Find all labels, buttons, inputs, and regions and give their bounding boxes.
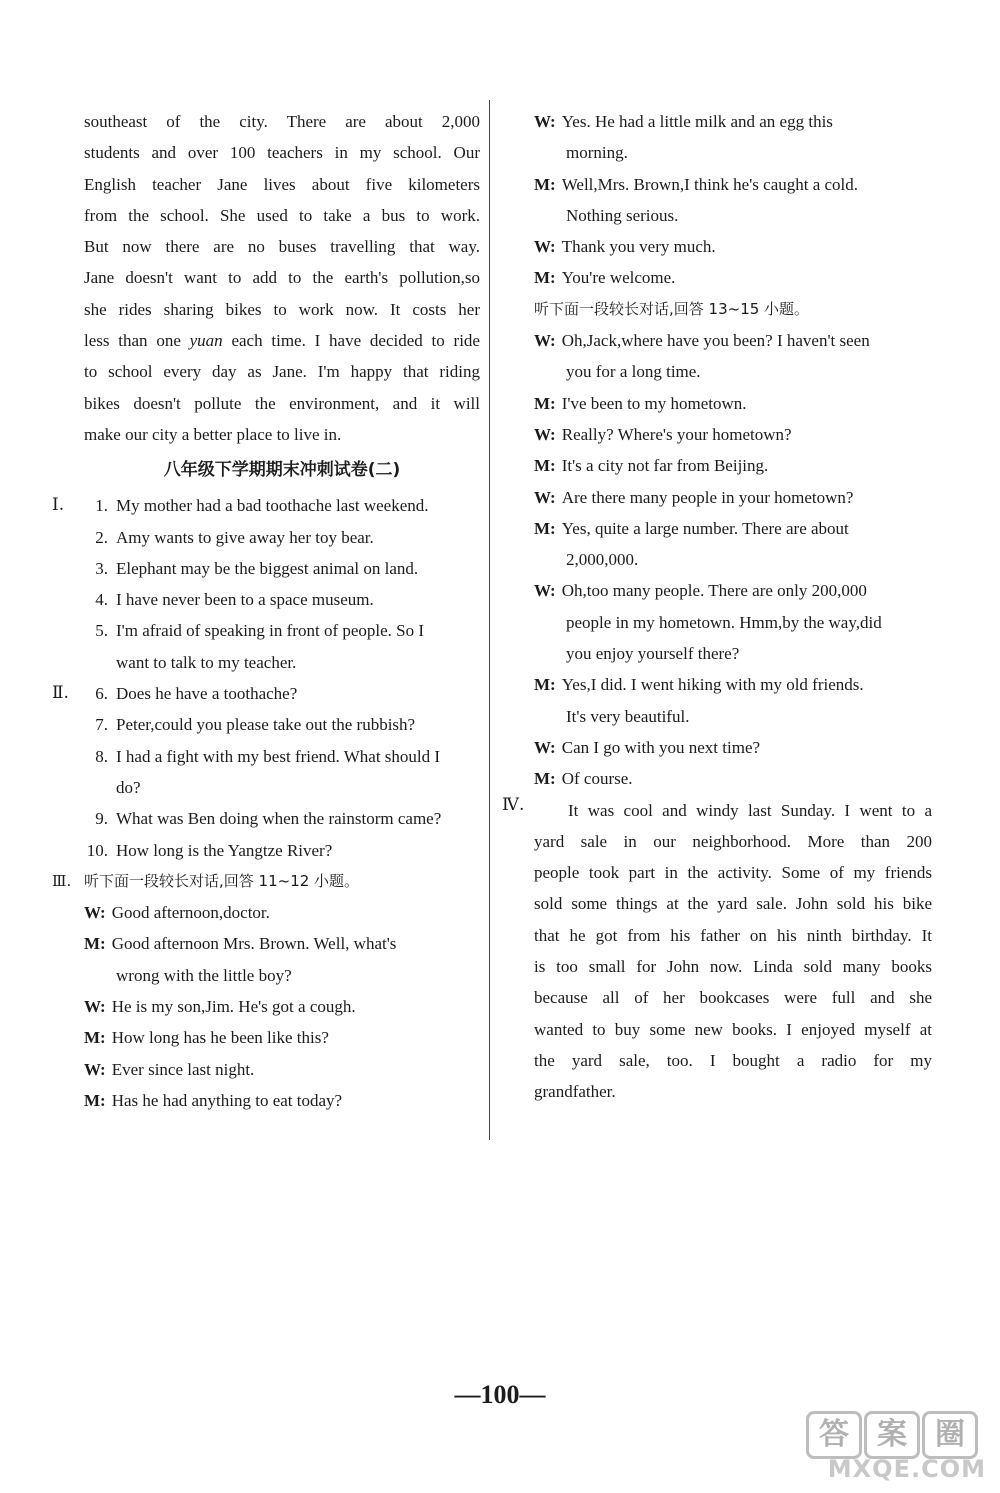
item-number: 7. [95,715,108,735]
page-number: —100— [454,1380,546,1409]
dialogue-text: Can I go with you next time? [561,737,761,757]
paragraph-first-line [502,794,932,826]
dialogue-continuation: Nothing serious. [566,205,679,225]
dialogue-line [534,169,932,200]
paragraph-line: wanted to buy some new books. I enjoyed myself at [534,1019,932,1039]
dialogue-continued [534,106,932,294]
dialogue-text: Yes,I did. I went hiking with my old friends. [561,675,864,695]
section-roman-numeral: Ⅰ. [52,495,65,516]
speaker-label: M: [84,934,106,954]
item-number: 9. [95,809,108,829]
dialogue-text: Good afternoon,doctor. [111,903,270,923]
list-item [52,490,480,521]
list-item [84,584,480,615]
item-text: I have never been to a space museum. [116,590,374,610]
paragraph-line: she rides sharing bikes to work now. It costs her [84,299,480,319]
dialogue-continuation: 2,000,000. [566,550,639,570]
text-run: each time. I have decided to ride [222,331,480,351]
watermark-char: 案 [864,1411,920,1459]
speaker-label: W: [534,424,556,444]
dialogue-line [534,513,932,544]
paragraph-line: is too small for John now. Linda sold many books [534,957,932,977]
item-text: I had a fight with my best friend. What should I [116,746,441,766]
list-item [84,741,480,772]
item-text: What was Ben doing when the rainstorm came? [116,809,442,829]
item-text: My mother had a bad toothache last weekend. [116,496,429,516]
speaker-label: W: [534,331,556,351]
speaker-label: M: [534,268,556,288]
speaker-label: W: [84,903,106,923]
part-2 [52,678,480,866]
dialogue-text: I've been to my hometown. [561,393,747,413]
section-title: 八年级下学期期末冲刺试卷(二) [163,460,401,481]
speaker-label: W: [84,997,106,1017]
right-column [502,106,932,1108]
dialogue-text: Has he had anything to eat today? [111,1090,343,1110]
dialogue-text: Oh,too many people. There are only 200,000 [561,581,867,601]
part-1 [52,490,480,678]
dialogue-continuation: wrong with the little boy? [116,965,292,985]
part-4 [502,794,932,1108]
dialogue-line [534,388,932,419]
dialogue-text: Oh,Jack,where have you been? I haven't seen [561,331,870,351]
dialogue-line [84,1022,480,1053]
paragraph-line: because all of her bookcases were full and she [534,988,932,1008]
dialogue-continuation: you enjoy yourself there? [566,644,740,664]
dialogue-2 [534,325,932,794]
speaker-label: W: [84,1059,106,1079]
instruction-text: 听下面一段较长对话,回答 11~12 小题。 [84,871,360,890]
paragraph-line: yard sale in our neighborhood. More than 200 [534,831,932,851]
list-item [84,709,480,740]
list-item [84,522,480,553]
paragraph-line: English teacher Jane lives about five kilometers [84,174,480,194]
section-roman-numeral: Ⅲ. [52,871,72,890]
list-item [84,835,480,866]
dialogue-text: Yes, quite a large number. There are about [561,518,849,538]
dialogue-line [534,732,932,763]
item-number: 10. [86,840,108,860]
dialogue-line [534,763,932,794]
list-item [84,803,480,834]
dialogue-text: Good afternoon Mrs. Brown. Well, what's [111,934,397,954]
speaker-label: M: [534,769,556,789]
watermark-logo [806,1403,986,1483]
speaker-label: M: [534,456,556,476]
paragraph-line: the yard sale, too. I bought a radio for my [534,1050,932,1070]
list-item [52,678,480,709]
paragraph-line: But now there are no buses travelling that way. [84,237,480,257]
dialogue-line [84,1054,480,1085]
paragraph-line: from the school. She used to take a bus to work. [84,205,480,225]
paragraph-line: make our city a better place to live in. [84,424,342,444]
speaker-label: M: [534,174,556,194]
left-column [52,106,480,1116]
watermark-url: MXQE.COM [827,1455,986,1483]
dialogue-line [84,897,480,928]
dialogue-line [534,669,932,700]
dialogue-line [84,928,480,959]
item-text: Amy wants to give away her toy bear. [116,527,374,547]
paragraph-line: southeast of the city. There are about 2,000 [84,112,480,131]
list-item [84,615,480,646]
item-text: Does he have a toothache? [116,684,298,704]
item-text: How long is the Yangtze River? [116,840,333,860]
speaker-label: M: [534,675,556,695]
section-roman-numeral: Ⅱ. [52,683,69,704]
dialogue-line [534,231,932,262]
item-continuation: do? [116,777,141,797]
list-item [84,553,480,584]
dialogue-line [534,419,932,450]
dialogue-text: It's a city not far from Beijing. [561,456,769,476]
dialogue-line [534,262,932,293]
dialogue-line [534,575,932,606]
dialogue-line [534,482,932,513]
speaker-label: M: [84,1090,106,1110]
dialogue-continuation: It's very beautiful. [566,706,690,726]
item-text: I'm afraid of speaking in front of people. So I [116,621,425,641]
speaker-label: M: [84,1028,106,1048]
text-run: less than one [84,331,190,351]
instruction: 听下面一段较长对话,回答 13~15 小题。 [534,299,810,318]
dialogue-text: Really? Where's your hometown? [561,424,792,444]
paragraph-line: grandfather. [534,1082,616,1102]
watermark-char: 答 [806,1411,862,1459]
item-number: 1. [95,496,108,516]
dialogue-continuation: people in my hometown. Hmm,by the way,did [566,612,882,632]
dialogue-text: Ever since last night. [111,1059,255,1079]
speaker-label: M: [534,393,556,413]
item-number: 6. [95,684,108,704]
paragraph-line: students and over 100 teachers in my school. Our [84,143,480,163]
paragraph-line: It was cool and windy last Sunday. I went to a [568,800,932,820]
item-text: Peter,could you please take out the rubbish? [116,715,416,735]
item-continuation: want to talk to my teacher. [116,652,297,672]
paragraph-line [84,325,480,356]
item-text: Elephant may be the biggest animal on land. [116,558,419,578]
paragraph-line: to school every day as Jane. I'm happy that riding [84,362,480,382]
paragraph-line: that he got from his father on his ninth birthday. It [534,925,932,945]
paragraph-line: bikes doesn't pollute the environment, and it will [84,393,480,413]
dialogue-text: How long has he been like this? [111,1028,329,1048]
item-number: 3. [95,558,108,578]
column-divider [489,100,490,1140]
item-number: 2. [95,527,108,547]
italic-word: yuan [189,331,223,351]
speaker-label: W: [534,737,556,757]
dialogue-text: Thank you very much. [561,237,716,257]
speaker-label: W: [534,112,556,131]
paragraph-line: Jane doesn't want to add to the earth's pollution,so [84,268,480,288]
dialogue-line [534,325,932,356]
part-3 [52,866,480,1116]
dialogue-text: Yes. He had a little milk and an egg this [561,112,833,131]
dialogue-text: He is my son,Jim. He's got a cough. [111,997,356,1017]
dialogue-continuation: you for a long time. [566,362,701,382]
paragraph-line: people took part in the activity. Some of my friends [534,863,932,883]
dialogue-text: Are there many people in your hometown? [561,487,854,507]
item-number: 8. [95,746,108,766]
dialogue-line [84,1085,480,1116]
dialogue-text: You're welcome. [561,268,676,288]
speaker-label: W: [534,237,556,257]
dialogue-line [84,991,480,1022]
paragraph-line: sold some things at the yard sale. John sold his bike [534,894,932,914]
speaker-label: M: [534,518,556,538]
item-number: 4. [95,590,108,610]
item-number: 5. [95,621,108,641]
dialogue-continuation: morning. [566,143,628,163]
watermark-char: 圈 [922,1411,978,1459]
speaker-label: W: [534,487,556,507]
dialogue-line [534,106,932,137]
section-roman-numeral: Ⅳ. [502,794,525,815]
instruction [52,866,480,897]
dialogue-text: Of course. [561,769,633,789]
dialogue-line [534,450,932,481]
dialogue-text: Well,Mrs. Brown,I think he's caught a cold. [561,174,859,194]
speaker-label: W: [534,581,556,601]
